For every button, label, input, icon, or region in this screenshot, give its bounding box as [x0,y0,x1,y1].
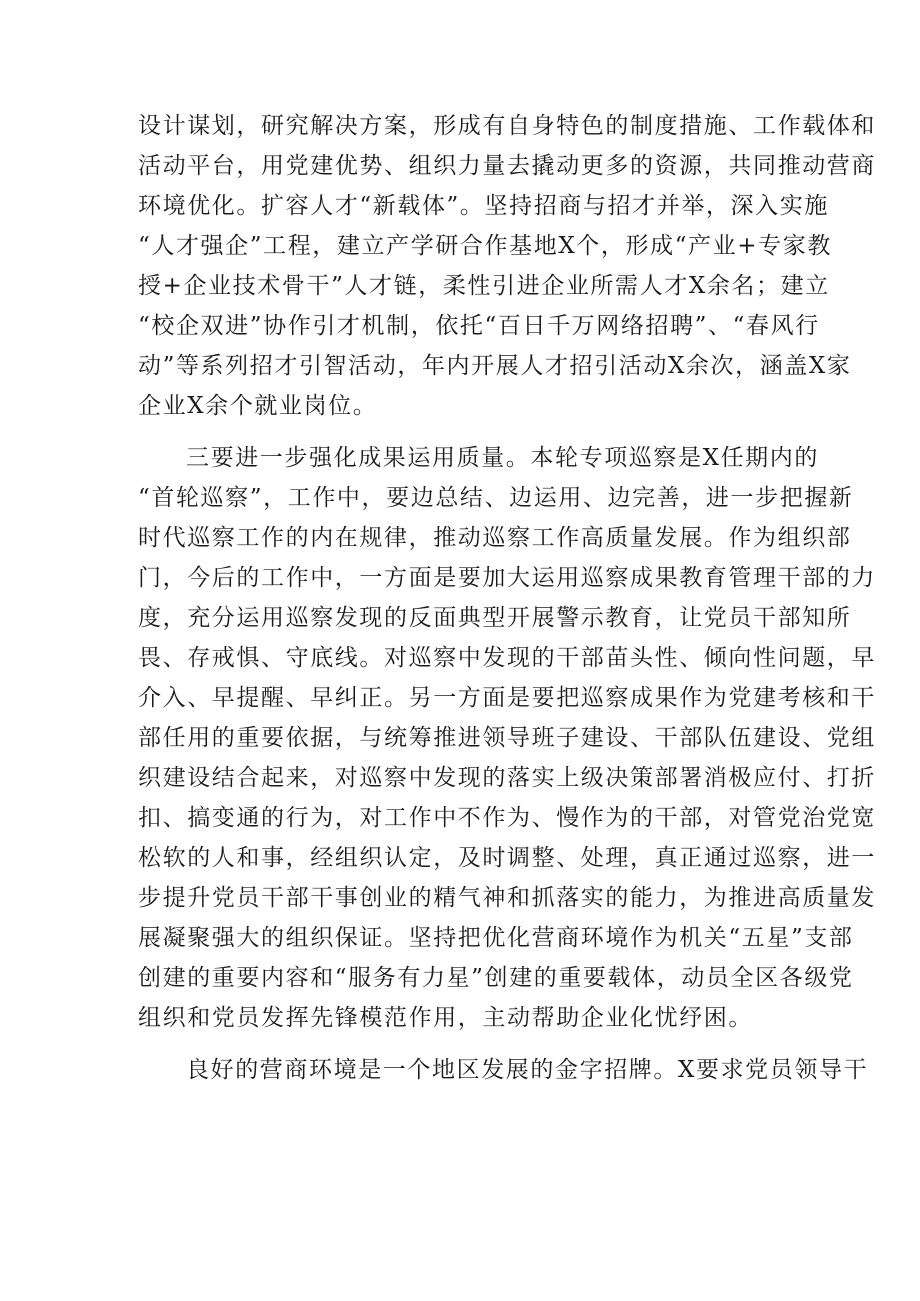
text-line: 松软的人和事，经组织认定，及时调整、处理，真正通过巡察，进一 [138,845,876,871]
text-line: 部任用的重要依据，与统筹推进领导班子建设、干部队伍建设、党组 [138,725,876,751]
paragraph-2 [138,438,876,1038]
text-line: 活动平台，用党建优势、组织力量去撬动更多的资源，共同推动营商 [138,153,876,179]
text-line: 步提升党员干部干事创业的精气神和抓落实的能力，为推进高质量发 [138,885,876,911]
text-line: 畏、存戒惧、守底线。对巡察中发现的干部苗头性、倾向性问题，早 [138,645,876,671]
text-line: “首轮巡察”，工作中，要边总结、边运用、边完善，进一步把握新 [138,485,854,511]
text-line: 织建设结合起来，对巡察中发现的落实上级决策部署消极应付、打折 [138,765,876,791]
text-line: 三要进一步强化成果运用质量。本轮专项巡察是X任期内的 [186,445,819,471]
text-line: 门，今后的工作中，一方面是要加大运用巡察成果教育管理干部的力 [138,565,876,591]
text-line: 企业X余个就业岗位。 [138,393,378,419]
text-line: 度，充分运用巡察发现的反面典型开展警示教育，让党员干部知所 [138,605,852,631]
text-line: “校企双进”协作引才机制，依托“百日千万网络招聘”、“春风行 [138,313,820,339]
text-line: 创建的重要内容和“服务有力星”创建的重要载体，动员全区各级党 [138,965,854,991]
paragraph-3 [138,1050,869,1090]
text-line: 展凝聚强大的组织保证。坚持把优化营商环境作为机关“五星”支部 [138,925,854,951]
paragraph-1 [138,106,876,426]
text-line: 环境优化。扩容人才“新载体”。坚持招商与招才并举，深入实施 [138,193,829,219]
text-line: 授+企业技术骨干”人才链，柔性引进企业所需人才X余名；建立 [138,273,830,299]
text-line: 时代巡察工作的内在规律，推动巡察工作高质量发展。作为组织部 [138,525,852,551]
text-line: 介入、早提醒、早纠正。另一方面是要把巡察成果作为党建考核和干 [138,685,876,711]
text-line: 扣、搞变通的行为，对工作中不作为、慢作为的干部，对管党治党宽 [138,805,876,831]
text-line: “人才强企”工程，建立产学研合作基地X个，形成“产业+专家教 [138,233,832,259]
text-line: 动”等系列招才引智活动，年内开展人才招引活动X余次，涵盖X家 [138,353,852,379]
text-line: 良好的营商环境是一个地区发展的金字招牌。X要求党员领导干 [186,1057,869,1083]
text-line: 组织和党员发挥先锋模范作用，主动帮助企业化忧纾困。 [138,1005,753,1031]
body-text [138,106,876,1090]
text-line: 设计谋划，研究解决方案，形成有自身特色的制度措施、工作载体和 [138,113,876,139]
